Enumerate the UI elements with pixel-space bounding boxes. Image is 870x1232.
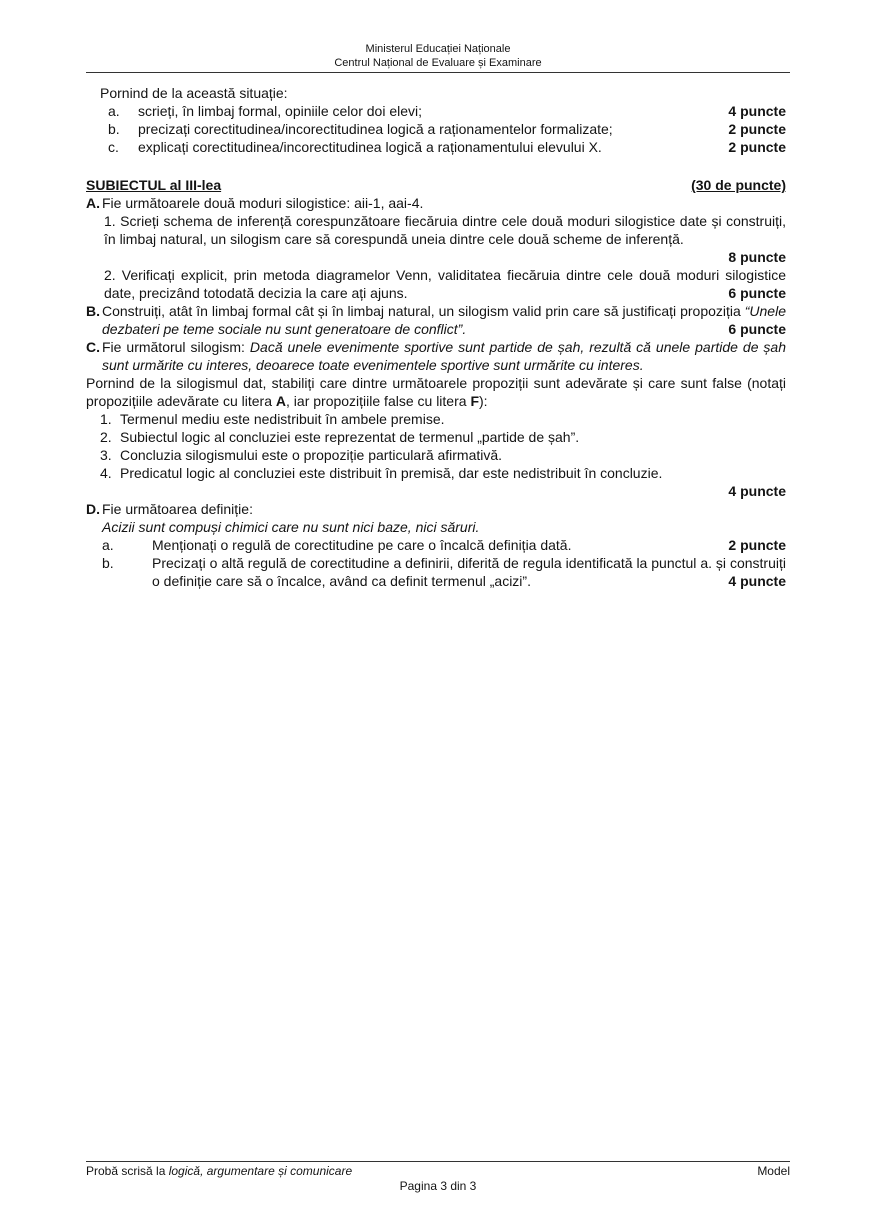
instr-text: ): <box>479 393 488 409</box>
intro-item-a <box>86 102 786 120</box>
section-a-lead: Fie următoarele două moduri silogistice: aii-1, aai-4. <box>102 195 424 211</box>
header-rule <box>86 72 790 73</box>
section-d-lead: Fie următoarea definiție: <box>102 501 253 517</box>
section-d-definition: Acizii sunt compuși chimici care nu sunt nici baze, nici săruri. <box>102 519 480 535</box>
section-c <box>86 338 786 374</box>
statement-item <box>86 410 786 428</box>
section-c-syllogism: Dacă unele evenimente sportive sunt partide de șah, rezultă că unele partide de șah sunt urmărite cu interes, deoarece toate evenimentele sportive sunt urmărite cu interes. <box>102 339 787 373</box>
letter-f: F <box>470 393 479 409</box>
statement-item <box>86 428 786 446</box>
section-b-text: Construiți, atât în limbaj formal cât și în limbaj natural, un silogism valid prin care să justificați propoziția <box>102 303 741 319</box>
item-points: 2 puncte <box>728 139 786 155</box>
letter-a: A <box>275 393 287 409</box>
page-footer <box>86 1161 790 1194</box>
subject-points: (30 de puncte) <box>691 177 786 193</box>
statement-number: 3. <box>100 447 112 463</box>
section-label: D. <box>86 501 100 517</box>
section-b-points: 6 puncte <box>728 321 786 337</box>
section-b-quote: “Unele dezbateri pe teme sociale nu sunt generatoare de conflict”. <box>102 303 786 337</box>
section-a <box>86 194 786 212</box>
section-c-instructions <box>86 374 786 410</box>
footer-exam <box>86 1164 352 1179</box>
intro-item-c <box>86 138 786 156</box>
item-text: Menționați o regulă de corectitudine pe care o încalcă definiția dată. <box>152 537 572 553</box>
item-text: Precizați o altă regulă de corectitudine a definirii, diferită de regula identificată la punctul a. și construiți o definiție care să o încalce, având ca definit termenul „acizi”. <box>152 555 786 589</box>
section-d <box>86 500 786 518</box>
subject-title: SUBIECTUL al III-lea <box>86 177 222 193</box>
item-letter: c. <box>108 139 119 155</box>
instr-text: Pornind de la silogismul dat, stabiliți care dintre următoarele propoziții sunt adevărate și care sunt false (notați propozițiile adevărate cu litera <box>86 375 786 409</box>
item-letter: b. <box>108 121 120 137</box>
subject-heading <box>86 176 786 194</box>
statement-number: 1. <box>100 411 112 427</box>
statement-text: Predicatul logic al concluziei este distribuit în premisă, dar este nedistribuit în concluzie. <box>120 465 663 481</box>
intro-items <box>86 102 786 156</box>
footer-prefix: Probă scrisă la <box>86 1164 166 1178</box>
section-b <box>86 302 786 338</box>
footer-rule <box>86 1161 790 1162</box>
item-text: precizați corectitudinea/incorectitudinea logică a raționamentelor formalizate; <box>138 121 613 137</box>
section-a-item1 <box>86 212 786 248</box>
statement-text: Termenul mediu este nedistribuit în ambele premise. <box>120 411 445 427</box>
section-a-item2-points: 6 puncte <box>728 285 786 301</box>
section-d-item-a <box>86 536 786 554</box>
center-name: Centrul Național de Evaluare și Examinare <box>334 57 542 69</box>
intro-lead: Pornind de la această situație: <box>100 85 288 101</box>
statement-number: 2. <box>100 429 112 445</box>
statement-item <box>86 446 786 464</box>
item-letter: a. <box>108 103 120 119</box>
statement-text: Subiectul logic al concluziei este reprezentat de termenul „partide de șah”. <box>120 429 580 445</box>
section-a-item1-points: 8 puncte <box>728 249 786 265</box>
section-label: B. <box>86 303 100 319</box>
section-c-statements <box>86 410 786 482</box>
page-header <box>86 42 790 70</box>
section-c-points: 4 puncte <box>728 483 786 499</box>
section-d-item-b-points: 4 puncte <box>728 573 786 589</box>
section-label: A. <box>86 195 100 211</box>
section-d-item-b <box>86 554 786 590</box>
footer-variant: Model <box>757 1164 790 1178</box>
page-content <box>86 84 786 590</box>
item-points: 2 puncte <box>728 537 786 553</box>
statement-item <box>86 464 786 482</box>
ministry-name: Ministerul Educației Naționale <box>365 43 511 55</box>
footer-subject: logică, argumentare și comunicare <box>168 1164 353 1178</box>
page-number: Pagina 3 din 3 <box>399 1179 477 1193</box>
item-text: explicați corectitudinea/incorectitudinea logică a raționamentului elevului X. <box>138 139 602 155</box>
item-text: scrieți, în limbaj formal, opiniile celor doi elevi; <box>138 103 422 119</box>
statement-text: Concluzia silogismului este o propoziție particulară afirmativă. <box>120 447 503 463</box>
section-c-lead: Fie următorul silogism: <box>102 339 245 355</box>
intro-item-b <box>86 120 786 138</box>
section-label: C. <box>86 339 100 355</box>
instr-text: , iar propozițiile false cu litera <box>286 393 467 409</box>
item-text: 2. Verificați explicit, prin metoda diagramelor Venn, validitatea fiecăruia dintre cele două moduri silogistice date, precizând totodată decizia la care ați ajuns. <box>104 267 786 301</box>
item-text: 1. Scrieți schema de inferență corespunzătoare fiecăruia dintre cele două moduri silogistice date și construiți, în limbaj natural, un silogism care să corespundă uneia dintre cele două scheme de inferență. <box>104 213 786 247</box>
statement-number: 4. <box>100 465 112 481</box>
section-a-item2 <box>86 266 786 302</box>
item-letter: a. <box>102 537 114 553</box>
item-letter: b. <box>102 555 114 571</box>
item-points: 4 puncte <box>728 103 786 119</box>
item-points: 2 puncte <box>728 121 786 137</box>
